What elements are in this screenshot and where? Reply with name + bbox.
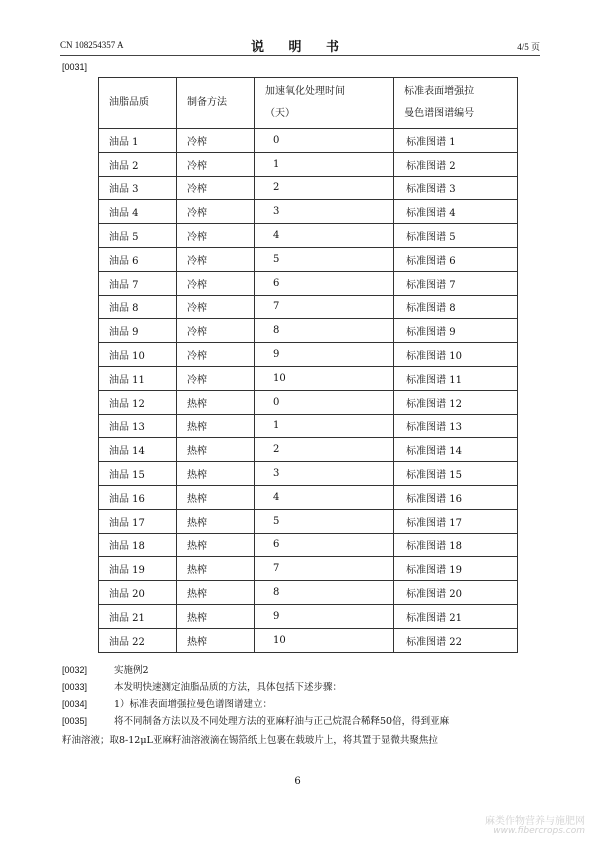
cell-prep-method: 冷榨 (176, 200, 254, 224)
patent-number: CN 108254357 A (60, 40, 124, 50)
col-header-prep-method: 制备方法 (176, 78, 254, 129)
paragraph-text: 本发明快速测定油脂品质的方法，具体包括下述步骤： (114, 682, 343, 693)
cell-spectrum-id: 标准图谱 8 (394, 295, 518, 319)
cell-spectrum-id: 标准图谱 4 (394, 200, 518, 224)
paragraph-0033 (62, 679, 342, 696)
table-row (99, 557, 518, 581)
paragraph-text: 1）标准表面增强拉曼色谱图谱建立： (114, 699, 273, 710)
table-row (99, 176, 518, 200)
cell-oil-quality: 油品 4 (99, 200, 177, 224)
cell-oil-quality: 油品 2 (99, 152, 177, 176)
cell-prep-method: 热榨 (176, 604, 254, 628)
cell-oil-quality: 油品 3 (99, 176, 177, 200)
cell-oxidation-days: 6 (254, 533, 393, 557)
page-indicator: 4/5 页 (517, 42, 540, 52)
table-row (99, 438, 518, 462)
table-row (99, 224, 518, 248)
cell-oil-quality: 油品 7 (99, 271, 177, 295)
cell-prep-method: 热榨 (176, 414, 254, 438)
paragraph-0034 (62, 696, 272, 713)
cell-oil-quality: 油品 22 (99, 628, 177, 652)
cell-spectrum-id: 标准图谱 21 (394, 604, 518, 628)
cell-oxidation-days: 4 (254, 224, 393, 248)
cell-oxidation-days: 10 (254, 628, 393, 652)
cell-oxidation-days: 6 (254, 271, 393, 295)
cell-prep-method: 热榨 (176, 581, 254, 605)
table-row (99, 295, 518, 319)
paragraph-0032 (62, 662, 149, 679)
cell-spectrum-id: 标准图谱 13 (394, 414, 518, 438)
cell-oil-quality: 油品 13 (99, 414, 177, 438)
cell-spectrum-id: 标准图谱 10 (394, 343, 518, 367)
header-divider (60, 55, 540, 56)
table-row (99, 366, 518, 390)
cell-prep-method: 热榨 (176, 390, 254, 414)
cell-oxidation-days: 5 (254, 509, 393, 533)
cell-oil-quality: 油品 16 (99, 485, 177, 509)
cell-oxidation-days: 9 (254, 604, 393, 628)
cell-oil-quality: 油品 10 (99, 343, 177, 367)
cell-oxidation-days: 4 (254, 485, 393, 509)
cell-spectrum-id: 标准图谱 6 (394, 247, 518, 271)
cell-oil-quality: 油品 5 (99, 224, 177, 248)
table-row (99, 129, 518, 153)
cell-spectrum-id: 标准图谱 2 (394, 152, 518, 176)
cell-prep-method: 冷榨 (176, 366, 254, 390)
cell-oxidation-days: 8 (254, 319, 393, 343)
cell-oil-quality: 油品 1 (99, 129, 177, 153)
cell-prep-method: 冷榨 (176, 343, 254, 367)
page-number: 6 (294, 776, 301, 787)
paragraph-0035-continuation: 籽油溶液；取8-12μL亚麻籽油溶液滴在锡箔纸上包裹在载玻片上，将其置于显微共聚焦拉 (62, 735, 438, 746)
paragraph-text: 实施例2 (114, 665, 149, 676)
paragraph-number: [0035] (62, 716, 88, 726)
cell-oxidation-days: 0 (254, 129, 393, 153)
col-header-oxidation-days: 加速氧化处理时间 （天） (254, 78, 393, 129)
paragraph-0035 (62, 713, 449, 730)
cell-prep-method: 热榨 (176, 557, 254, 581)
table-row (99, 628, 518, 652)
cell-oil-quality: 油品 21 (99, 604, 177, 628)
paragraph-text: 将不同制备方法以及不同处理方法的亚麻籽油与正己烷混合稀释50倍，得到亚麻 (114, 716, 450, 727)
oil-quality-table (98, 77, 518, 653)
cell-spectrum-id: 标准图谱 19 (394, 557, 518, 581)
cell-spectrum-id: 标准图谱 3 (394, 176, 518, 200)
cell-oil-quality: 油品 15 (99, 462, 177, 486)
cell-oil-quality: 油品 20 (99, 581, 177, 605)
cell-prep-method: 热榨 (176, 628, 254, 652)
table-row (99, 319, 518, 343)
cell-oil-quality: 油品 6 (99, 247, 177, 271)
cell-spectrum-id: 标准图谱 16 (394, 485, 518, 509)
cell-spectrum-id: 标准图谱 7 (394, 271, 518, 295)
cell-prep-method: 冷榨 (176, 176, 254, 200)
cell-oil-quality: 油品 14 (99, 438, 177, 462)
cell-oxidation-days: 3 (254, 200, 393, 224)
cell-spectrum-id: 标准图谱 5 (394, 224, 518, 248)
table-row (99, 414, 518, 438)
cell-oxidation-days: 3 (254, 462, 393, 486)
cell-oxidation-days: 2 (254, 438, 393, 462)
cell-prep-method: 冷榨 (176, 271, 254, 295)
cell-oxidation-days: 7 (254, 557, 393, 581)
cell-spectrum-id: 标准图谱 20 (394, 581, 518, 605)
page-header (60, 36, 540, 54)
cell-spectrum-id: 标准图谱 11 (394, 366, 518, 390)
cell-oil-quality: 油品 18 (99, 533, 177, 557)
cell-spectrum-id: 标准图谱 14 (394, 438, 518, 462)
paragraph-tag-0031: [0031] (62, 62, 88, 72)
cell-oxidation-days: 0 (254, 390, 393, 414)
cell-spectrum-id: 标准图谱 15 (394, 462, 518, 486)
table-row (99, 152, 518, 176)
table-row (99, 343, 518, 367)
document-title: 说 明 书 (250, 40, 350, 55)
table-row (99, 462, 518, 486)
watermark-url: www.fibercrops.com (493, 826, 585, 836)
cell-prep-method: 热榨 (176, 485, 254, 509)
paragraph-number: [0033] (62, 682, 88, 692)
cell-oil-quality: 油品 17 (99, 509, 177, 533)
cell-prep-method: 冷榨 (176, 295, 254, 319)
cell-prep-method: 热榨 (176, 533, 254, 557)
cell-prep-method: 冷榨 (176, 247, 254, 271)
cell-oxidation-days: 7 (254, 295, 393, 319)
paragraph-number: [0034] (62, 699, 88, 709)
cell-oxidation-days: 8 (254, 581, 393, 605)
col-header-oil-quality: 油脂品质 (99, 78, 177, 129)
cell-oil-quality: 油品 9 (99, 319, 177, 343)
cell-oxidation-days: 2 (254, 176, 393, 200)
cell-spectrum-id: 标准图谱 12 (394, 390, 518, 414)
cell-oxidation-days: 1 (254, 414, 393, 438)
cell-oil-quality: 油品 8 (99, 295, 177, 319)
cell-oxidation-days: 1 (254, 152, 393, 176)
table-header-row (99, 78, 518, 129)
cell-prep-method: 热榨 (176, 509, 254, 533)
table-row (99, 509, 518, 533)
cell-spectrum-id: 标准图谱 22 (394, 628, 518, 652)
table-row (99, 533, 518, 557)
cell-oil-quality: 油品 12 (99, 390, 177, 414)
table-row (99, 390, 518, 414)
cell-oil-quality: 油品 11 (99, 366, 177, 390)
table-row (99, 200, 518, 224)
table-row (99, 581, 518, 605)
cell-oil-quality: 油品 19 (99, 557, 177, 581)
watermark-site-name: 麻类作物营养与施肥网 (485, 816, 585, 827)
col-header-spectrum-id: 标准表面增强拉 曼色谱图谱编号 (394, 78, 518, 129)
table-row (99, 485, 518, 509)
cell-oxidation-days: 9 (254, 343, 393, 367)
cell-oxidation-days: 5 (254, 247, 393, 271)
cell-prep-method: 热榨 (176, 438, 254, 462)
table-row (99, 271, 518, 295)
cell-prep-method: 冷榨 (176, 224, 254, 248)
cell-prep-method: 热榨 (176, 462, 254, 486)
cell-spectrum-id: 标准图谱 1 (394, 129, 518, 153)
paragraph-number: [0032] (62, 665, 88, 675)
cell-spectrum-id: 标准图谱 9 (394, 319, 518, 343)
cell-prep-method: 冷榨 (176, 129, 254, 153)
cell-oxidation-days: 10 (254, 366, 393, 390)
cell-prep-method: 冷榨 (176, 152, 254, 176)
cell-prep-method: 冷榨 (176, 319, 254, 343)
cell-spectrum-id: 标准图谱 17 (394, 509, 518, 533)
cell-spectrum-id: 标准图谱 18 (394, 533, 518, 557)
table-row (99, 604, 518, 628)
table-row (99, 247, 518, 271)
